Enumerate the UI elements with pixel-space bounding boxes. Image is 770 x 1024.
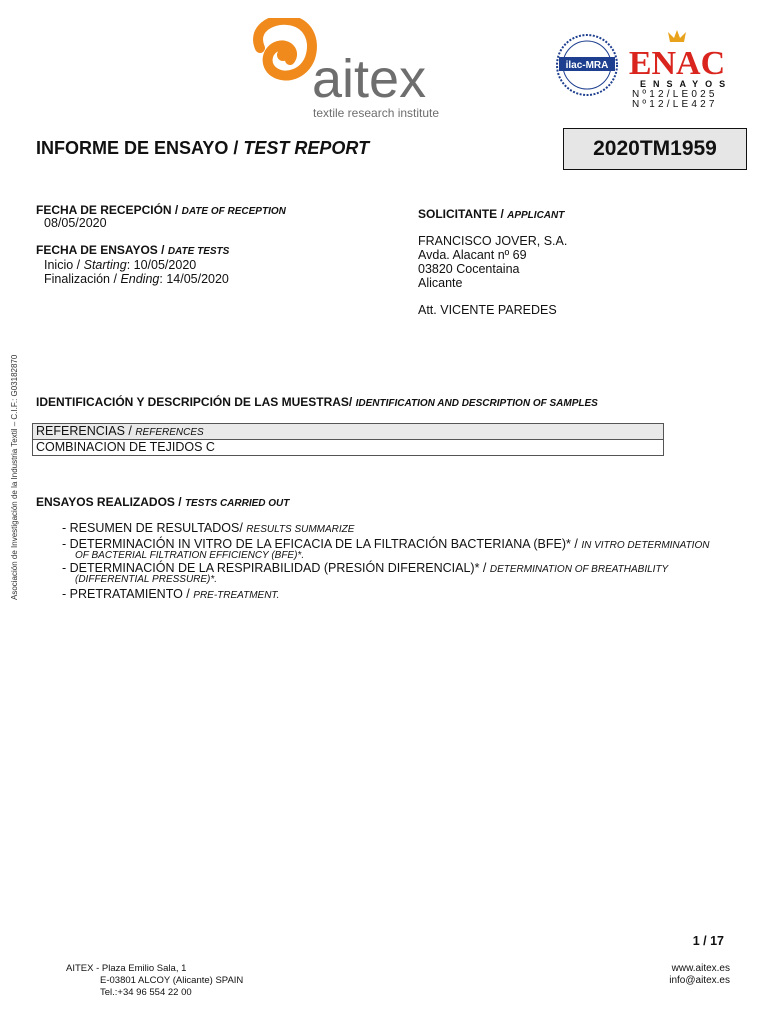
accreditation-number-1: Nº12/LE025 <box>632 89 718 100</box>
logo-wordmark: aitex <box>312 49 427 109</box>
samples-heading: IDENTIFICACIÓN Y DESCRIPCIÓN DE LAS MUESTRAS/ IDENTIFICATION AND DESCRIPTION OF SAMPLES <box>36 395 598 409</box>
list-item: - DETERMINACIÓN IN VITRO DE LA EFICACIA DE LA FILTRACIÓN BACTERIANA (BFE)* / IN VITRO DETERMINATION <box>62 537 710 551</box>
footer-contact <box>669 963 730 987</box>
list-item-continuation: OF BACTERIAL FILTRATION EFFICIENCY (BFE)*. <box>75 550 305 561</box>
applicant-company: FRANCISCO JOVER, S.A. <box>418 234 568 248</box>
list-item: - RESUMEN DE RESULTADOS/ RESULTS SUMMARIZE <box>62 521 355 535</box>
test-dates-label: FECHA DE ENSAYOS / DATE TESTS <box>36 243 230 257</box>
report-number: 2020TM1959 <box>563 128 747 170</box>
title-es: INFORME DE ENSAYO <box>36 138 229 158</box>
side-legal-text: Asociación de Investigación de la Industria Textil – C.I.F.: G03182870 <box>10 354 19 600</box>
footer-address: AITEX - Plaza Emilio Sala, 1 E-03801 ALCOY (Alicante) SPAIN Tel.:+34 96 554 22 00 <box>66 963 244 998</box>
report-title <box>36 138 369 159</box>
email-link[interactable]: info@aitex.es <box>669 975 730 986</box>
applicant-city: 03820 Cocentaina <box>418 262 520 276</box>
samples-table <box>32 423 664 456</box>
enac-label: ENAC <box>628 45 726 82</box>
enac-subtitle: ENSAYOS <box>640 79 733 89</box>
website-link[interactable]: www.aitex.es <box>671 963 730 974</box>
list-item: - PRETRATAMIENTO / PRE-TREATMENT. <box>62 587 280 601</box>
list-item: - DETERMINACIÓN DE LA RESPIRABILIDAD (PRESIÓN DIFERENCIAL)* / DETERMINATION OF BREATHABILITY <box>62 561 669 575</box>
tests-heading: ENSAYOS REALIZADOS / TESTS CARRIED OUT <box>36 495 290 509</box>
page-number: 1 / 17 <box>692 934 724 948</box>
title-separator: / <box>228 138 244 158</box>
test-end-date: Finalización / Ending: 14/05/2020 <box>44 272 229 286</box>
reception-label: FECHA DE RECEPCIÓN / DATE OF RECEPTION <box>36 203 286 217</box>
title-en: TEST REPORT <box>243 138 370 158</box>
table-row: REFERENCIAS / REFERENCES <box>33 424 663 440</box>
test-start-date: Inicio / Starting: 10/05/2020 <box>44 258 197 272</box>
applicant-province: Alicante <box>418 276 463 290</box>
reception-date: 08/05/2020 <box>44 216 107 230</box>
table-row: COMBINACION DE TEJIDOS C <box>36 440 215 454</box>
enac-logo <box>624 28 730 84</box>
applicant-label: SOLICITANTE / APPLICANT <box>418 207 565 221</box>
accreditation-number-2: Nº12/LE427 <box>632 99 718 110</box>
applicant-attention: Att. VICENTE PAREDES <box>418 303 557 317</box>
ilac-label: ilac-MRA <box>565 60 609 71</box>
applicant-address: Avda. Alacant nº 69 <box>418 248 527 262</box>
list-item-continuation: (DIFFERENTIAL PRESSURE)*. <box>75 574 218 585</box>
ilac-mra-seal <box>555 33 619 97</box>
logo-tagline: textile research institute <box>313 106 440 120</box>
